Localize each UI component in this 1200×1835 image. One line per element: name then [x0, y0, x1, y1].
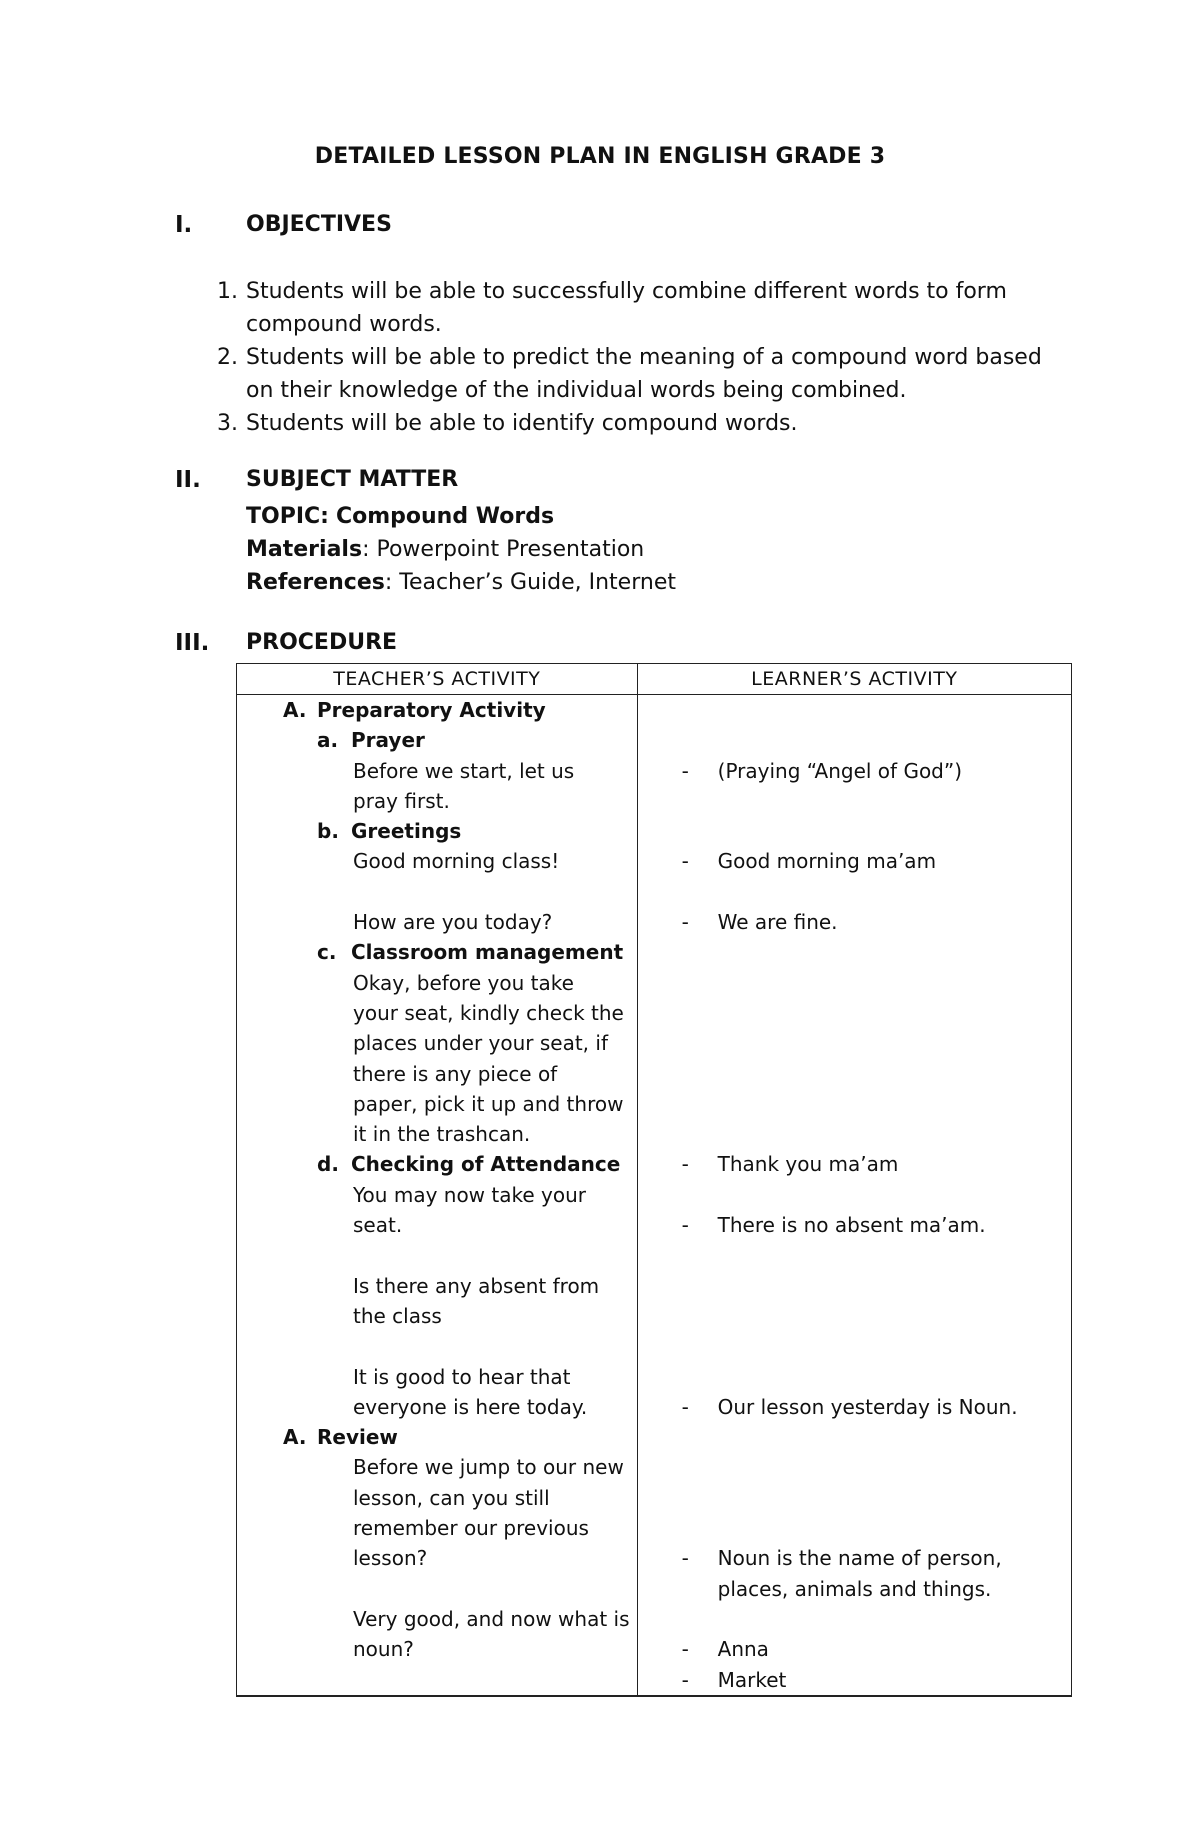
topic-label: TOPIC:: [246, 504, 329, 529]
references-label: References: [246, 570, 385, 595]
blank-line: [638, 1331, 1071, 1361]
blank-line: [638, 1604, 1071, 1634]
section-heading-objectives: OBJECTIVES: [246, 212, 392, 237]
activity-title: Prayer: [351, 728, 425, 753]
activity-heading: [237, 695, 637, 725]
blank-line: [237, 1574, 637, 1604]
learner-response: [638, 1665, 1071, 1695]
teacher-line: there is any piece of: [353, 1061, 558, 1086]
teacher-line: remember our previous: [353, 1516, 589, 1541]
materials-value: : Powerpoint Presentation: [362, 537, 645, 562]
procedure-table: [236, 663, 1072, 1697]
dash-bullet: -: [681, 1667, 689, 1692]
blank-line: [638, 968, 1071, 998]
section-heading-procedure: PROCEDURE: [246, 630, 398, 655]
blank-line: [638, 1028, 1071, 1058]
teacher-line: it in the trashcan.: [353, 1122, 531, 1147]
learner-response-continued: [638, 1574, 1071, 1604]
activity-label: A.: [283, 1425, 307, 1450]
blank-line: [638, 1513, 1071, 1543]
teacher-activity-lines: [237, 695, 637, 1665]
dash-bullet: -: [681, 1152, 689, 1177]
learner-line: Anna: [717, 1637, 769, 1662]
activity-heading: [237, 1422, 637, 1452]
learner-response: [638, 1392, 1071, 1422]
blank-line: [638, 1452, 1071, 1482]
objective-item: [210, 341, 1070, 407]
learner-line: There is no absent ma’am.: [717, 1213, 986, 1238]
objectives-list: [210, 275, 1070, 440]
blank-line: [638, 786, 1071, 816]
teacher-line: lesson?: [353, 1546, 428, 1571]
teacher-line: pray first.: [353, 788, 450, 813]
objective-item: [210, 275, 1070, 341]
table-row: [237, 695, 1072, 1696]
activity-title: Classroom management: [351, 940, 624, 965]
teacher-activity-cell: [237, 695, 638, 1696]
dash-bullet: -: [681, 910, 689, 935]
teacher-line: Is there any absent from: [353, 1273, 600, 1298]
objective-text: Students will be able to successfully combine different words to form compound words.: [246, 279, 1007, 337]
teacher-activity-header: TEACHER’S ACTIVITY: [237, 664, 638, 695]
blank-line: [638, 1422, 1071, 1452]
objective-number: 3.: [217, 411, 238, 436]
activity-subheading: [237, 1149, 637, 1179]
activity-label: b.: [317, 819, 339, 844]
blank-line: [237, 1240, 637, 1270]
learner-response: [638, 1149, 1071, 1179]
activity-subheading: [237, 937, 637, 967]
teacher-line: Very good, and now what is: [353, 1606, 630, 1631]
learner-activity-cell: [637, 695, 1071, 1696]
dash-bullet: -: [681, 1213, 689, 1238]
learner-response: [638, 846, 1071, 876]
dash-bullet: -: [681, 1637, 689, 1662]
activity-subheading: [237, 725, 637, 755]
objective-item: [210, 407, 1070, 440]
activity-label: a.: [317, 728, 339, 753]
materials-label: Materials: [246, 537, 363, 562]
blank-line: [638, 725, 1071, 755]
teacher-line: places under your seat, if: [353, 1031, 608, 1056]
blank-line: [638, 816, 1071, 846]
learner-line: Thank you ma’am: [717, 1152, 899, 1177]
teacher-line: How are you today?: [353, 910, 553, 935]
blank-line: [237, 1331, 637, 1361]
topic-value: Compound Words: [335, 504, 555, 529]
teacher-line: Before we jump to our new: [353, 1455, 624, 1480]
activity-label: d.: [317, 1152, 339, 1177]
teacher-line: noun?: [353, 1637, 414, 1662]
learner-line: (Praying “Angel of God”): [717, 758, 963, 783]
activity-title: Preparatory Activity: [317, 698, 546, 722]
dash-bullet: -: [681, 1394, 689, 1419]
blank-line: [638, 877, 1071, 907]
teacher-line: Okay, before you take: [353, 970, 574, 995]
learner-response: [638, 756, 1071, 786]
objective-number: 2.: [217, 345, 238, 370]
blank-line: [638, 1119, 1071, 1149]
learner-line: Our lesson yesterday is Noun.: [717, 1394, 1018, 1419]
blank-line: [638, 1362, 1071, 1392]
blank-line: [638, 1180, 1071, 1210]
teacher-line: the class: [353, 1303, 442, 1328]
teacher-line: Before we start, let us: [353, 758, 575, 783]
materials-line: [246, 533, 676, 566]
objective-number: 1.: [217, 279, 238, 304]
blank-line: [638, 998, 1071, 1028]
teacher-line: paper, pick it up and throw: [353, 1091, 624, 1116]
learner-response: [638, 907, 1071, 937]
blank-line: [638, 1240, 1071, 1270]
learner-response: [638, 1634, 1071, 1664]
learner-line: Noun is the name of person,: [717, 1546, 1002, 1571]
learner-line: Market: [717, 1667, 787, 1692]
blank-line: [638, 1301, 1071, 1331]
activity-subheading: [237, 816, 637, 846]
page-title: DETAILED LESSON PLAN IN ENGLISH GRADE 3: [314, 144, 886, 169]
section-number-objectives: I.: [175, 212, 193, 238]
objective-text: Students will be able to predict the meaning of a compound word based on their knowledge of the individual words being combined.: [246, 345, 1042, 403]
dash-bullet: -: [681, 758, 689, 783]
activity-label: c.: [317, 940, 337, 965]
activity-title: Checking of Attendance: [351, 1152, 621, 1177]
references-line: [246, 566, 676, 599]
teacher-line: everyone is here today.: [353, 1394, 588, 1419]
learner-response: [638, 1210, 1071, 1240]
blank-line: [638, 1271, 1071, 1301]
references-value: : Teacher’s Guide, Internet: [384, 570, 676, 595]
teacher-line: your seat, kindly check the: [353, 1000, 624, 1025]
learner-line: We are fine.: [717, 910, 838, 935]
activity-title: Greetings: [351, 819, 462, 844]
blank-line: [638, 937, 1071, 967]
teacher-line: It is good to hear that: [353, 1364, 571, 1389]
topic-line: [246, 500, 676, 533]
blank-line: [638, 1483, 1071, 1513]
activity-title: Review: [317, 1425, 398, 1450]
blank-line: [638, 695, 1071, 725]
section-heading-subject-matter: SUBJECT MATTER: [246, 467, 459, 492]
teacher-line: You may now take your: [353, 1182, 586, 1207]
blank-line: [638, 1089, 1071, 1119]
teacher-line: seat.: [353, 1213, 403, 1238]
teacher-line: Good morning class!: [353, 849, 560, 874]
teacher-line: lesson, can you still: [353, 1485, 550, 1510]
activity-label: A.: [283, 698, 307, 722]
learner-line: places, animals and things.: [717, 1576, 992, 1601]
learner-line: Good morning ma’am: [717, 849, 937, 874]
objective-text: Students will be able to identify compound words.: [246, 411, 798, 436]
blank-line: [638, 1059, 1071, 1089]
learner-response: [638, 1543, 1071, 1573]
learner-activity-lines: [638, 695, 1071, 1695]
section-number-procedure: III.: [175, 630, 210, 656]
table-header-row: [237, 664, 1072, 695]
dash-bullet: -: [681, 1546, 689, 1571]
subject-matter-details: [246, 500, 676, 599]
dash-bullet: -: [681, 849, 689, 874]
blank-line: [237, 877, 637, 907]
learner-activity-header: LEARNER’S ACTIVITY: [637, 664, 1071, 695]
section-number-subject-matter: II.: [175, 467, 201, 493]
